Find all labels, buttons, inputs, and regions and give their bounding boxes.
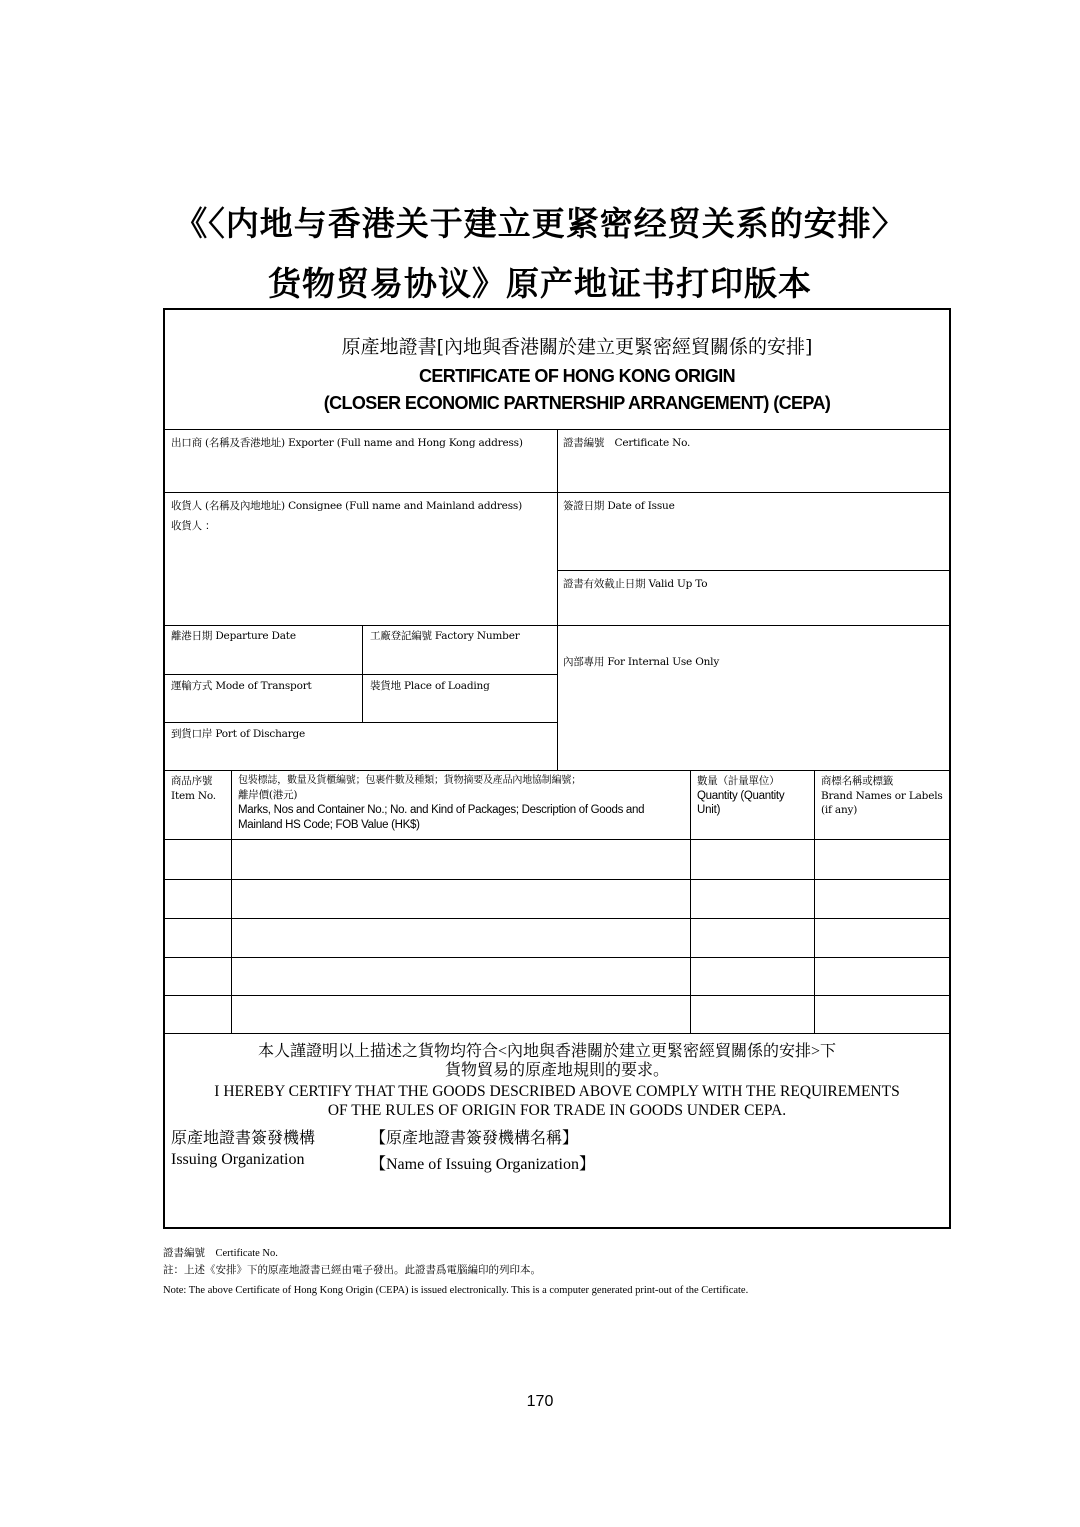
divider [165, 770, 951, 771]
divider [231, 770, 232, 1033]
page-title-line2: 货物贸易协议》原产地证书打印版本 [268, 264, 812, 303]
marks-cn-label-2: 離岸價(港元) [238, 789, 298, 801]
marks-cn-label: 包裝標誌，數量及貨櫃編號；包裹件數及種類；貨物摘要及產品內地協制編號； [238, 775, 581, 786]
item-no-en-label: Item No. [171, 790, 216, 802]
brand-en-label-2: (if any) [821, 804, 858, 816]
departure-date-label: 離港日期 Departure Date [171, 630, 296, 642]
consignee-label: 收貨人 (名稱及內地地址) Consignee (Full name and Mainland address) [171, 500, 522, 512]
quantity-cn-label: 數量（計量單位） [697, 775, 780, 787]
divider [165, 918, 951, 919]
issuing-org-value-en: 【Name of Issuing Organization】 [370, 1156, 595, 1173]
marks-en-label-2: Mainland HS Code; FOB Value (HK$) [238, 819, 420, 831]
form-header-english-line1: CERTIFICATE OF HONG KONG ORIGIN [418, 366, 736, 386]
divider [165, 995, 951, 996]
valid-up-to-label: 證書有效截止日期 Valid Up To [563, 578, 708, 590]
issuing-org-value-cn: 【原產地證書簽發機構名稱】 [370, 1130, 579, 1147]
divider [165, 674, 557, 675]
quantity-en-label: Quantity (Quantity [697, 790, 785, 802]
divider [165, 1033, 951, 1034]
internal-use-label: 內部專用 For Internal Use Only [563, 656, 720, 668]
marks-en-label: Marks, Nos and Container No.; No. and Kind of Packages; Description of Goods and [238, 804, 645, 816]
footer-certificate-no: 證書編號 Certificate No. [163, 1248, 278, 1259]
divider [165, 957, 951, 958]
brand-cn-label: 商標名稱或標籤 [821, 775, 894, 787]
divider [557, 429, 558, 770]
issuing-org-label-cn: 原產地證書簽發機構 [171, 1130, 316, 1147]
divider [165, 492, 951, 493]
divider [165, 839, 951, 840]
factory-number-label: 工廠登記編號 Factory Number [370, 630, 520, 642]
certificate-form [163, 308, 951, 1229]
consignee-sub-label: 收貨人 ： [171, 520, 216, 532]
footer-note-cn: 註：上述《安排》下的原產地證書已經由電子發出。此證書爲電腦編印的列印本。 [163, 1265, 541, 1276]
divider [165, 625, 951, 626]
footer-note-en: Note: The above Certificate of Hong Kong Origin (CEPA) is issued electronically. This is a computer generated print-out of the Certificate. [163, 1285, 749, 1296]
certification-cn-line2: 貨物貿易的原產地規則的要求。 [444, 1062, 669, 1079]
exporter-label: 出口商 (名稱及香港地址) Exporter (Full name and Hong Kong address) [171, 437, 523, 449]
page-number: 170 [526, 1393, 554, 1410]
certification-cn-line1: 本人謹證明以上描述之貨物均符合<內地與香港關於建立更緊密經貿關係的安排>下 [257, 1043, 837, 1060]
place-of-loading-label: 裝貨地 Place of Loading [370, 680, 490, 692]
divider [814, 770, 815, 1033]
divider [165, 879, 951, 880]
quantity-en-label-2: Unit) [697, 804, 721, 816]
divider [165, 722, 557, 723]
certification-en-line1: I HEREBY CERTIFY THAT THE GOODS DESCRIBED ABOVE COMPLY WITH THE REQUIREMENTS [214, 1083, 900, 1100]
divider [690, 770, 691, 1033]
date-of-issue-label: 簽證日期 Date of Issue [563, 500, 675, 512]
certificate-no-label: 證書編號 Certificate No. [563, 437, 691, 449]
page-title-line1: 《〈内地与香港关于建立更紧密经贸关系的安排〉 [174, 204, 906, 243]
item-no-cn-label: 商品序號 [171, 775, 213, 787]
form-header-chinese: 原產地證書[內地與香港關於建立更緊密經貿關係的安排] [341, 336, 813, 358]
port-of-discharge-label: 到貨口岸 Port of Discharge [171, 728, 306, 740]
divider [165, 429, 951, 430]
form-header-english-line2: (CLOSER ECONOMIC PARTNERSHIP ARRANGEMENT) (CEPA) [323, 393, 831, 413]
mode-of-transport-label: 運輸方式 Mode of Transport [171, 680, 312, 692]
divider [557, 570, 951, 571]
issuing-org-label-en: Issuing Organization [171, 1151, 305, 1168]
certification-en-line2: OF THE RULES OF ORIGIN FOR TRADE IN GOODS UNDER CEPA. [327, 1102, 787, 1119]
divider [362, 625, 363, 722]
brand-en-label: Brand Names or Labels [821, 790, 943, 802]
